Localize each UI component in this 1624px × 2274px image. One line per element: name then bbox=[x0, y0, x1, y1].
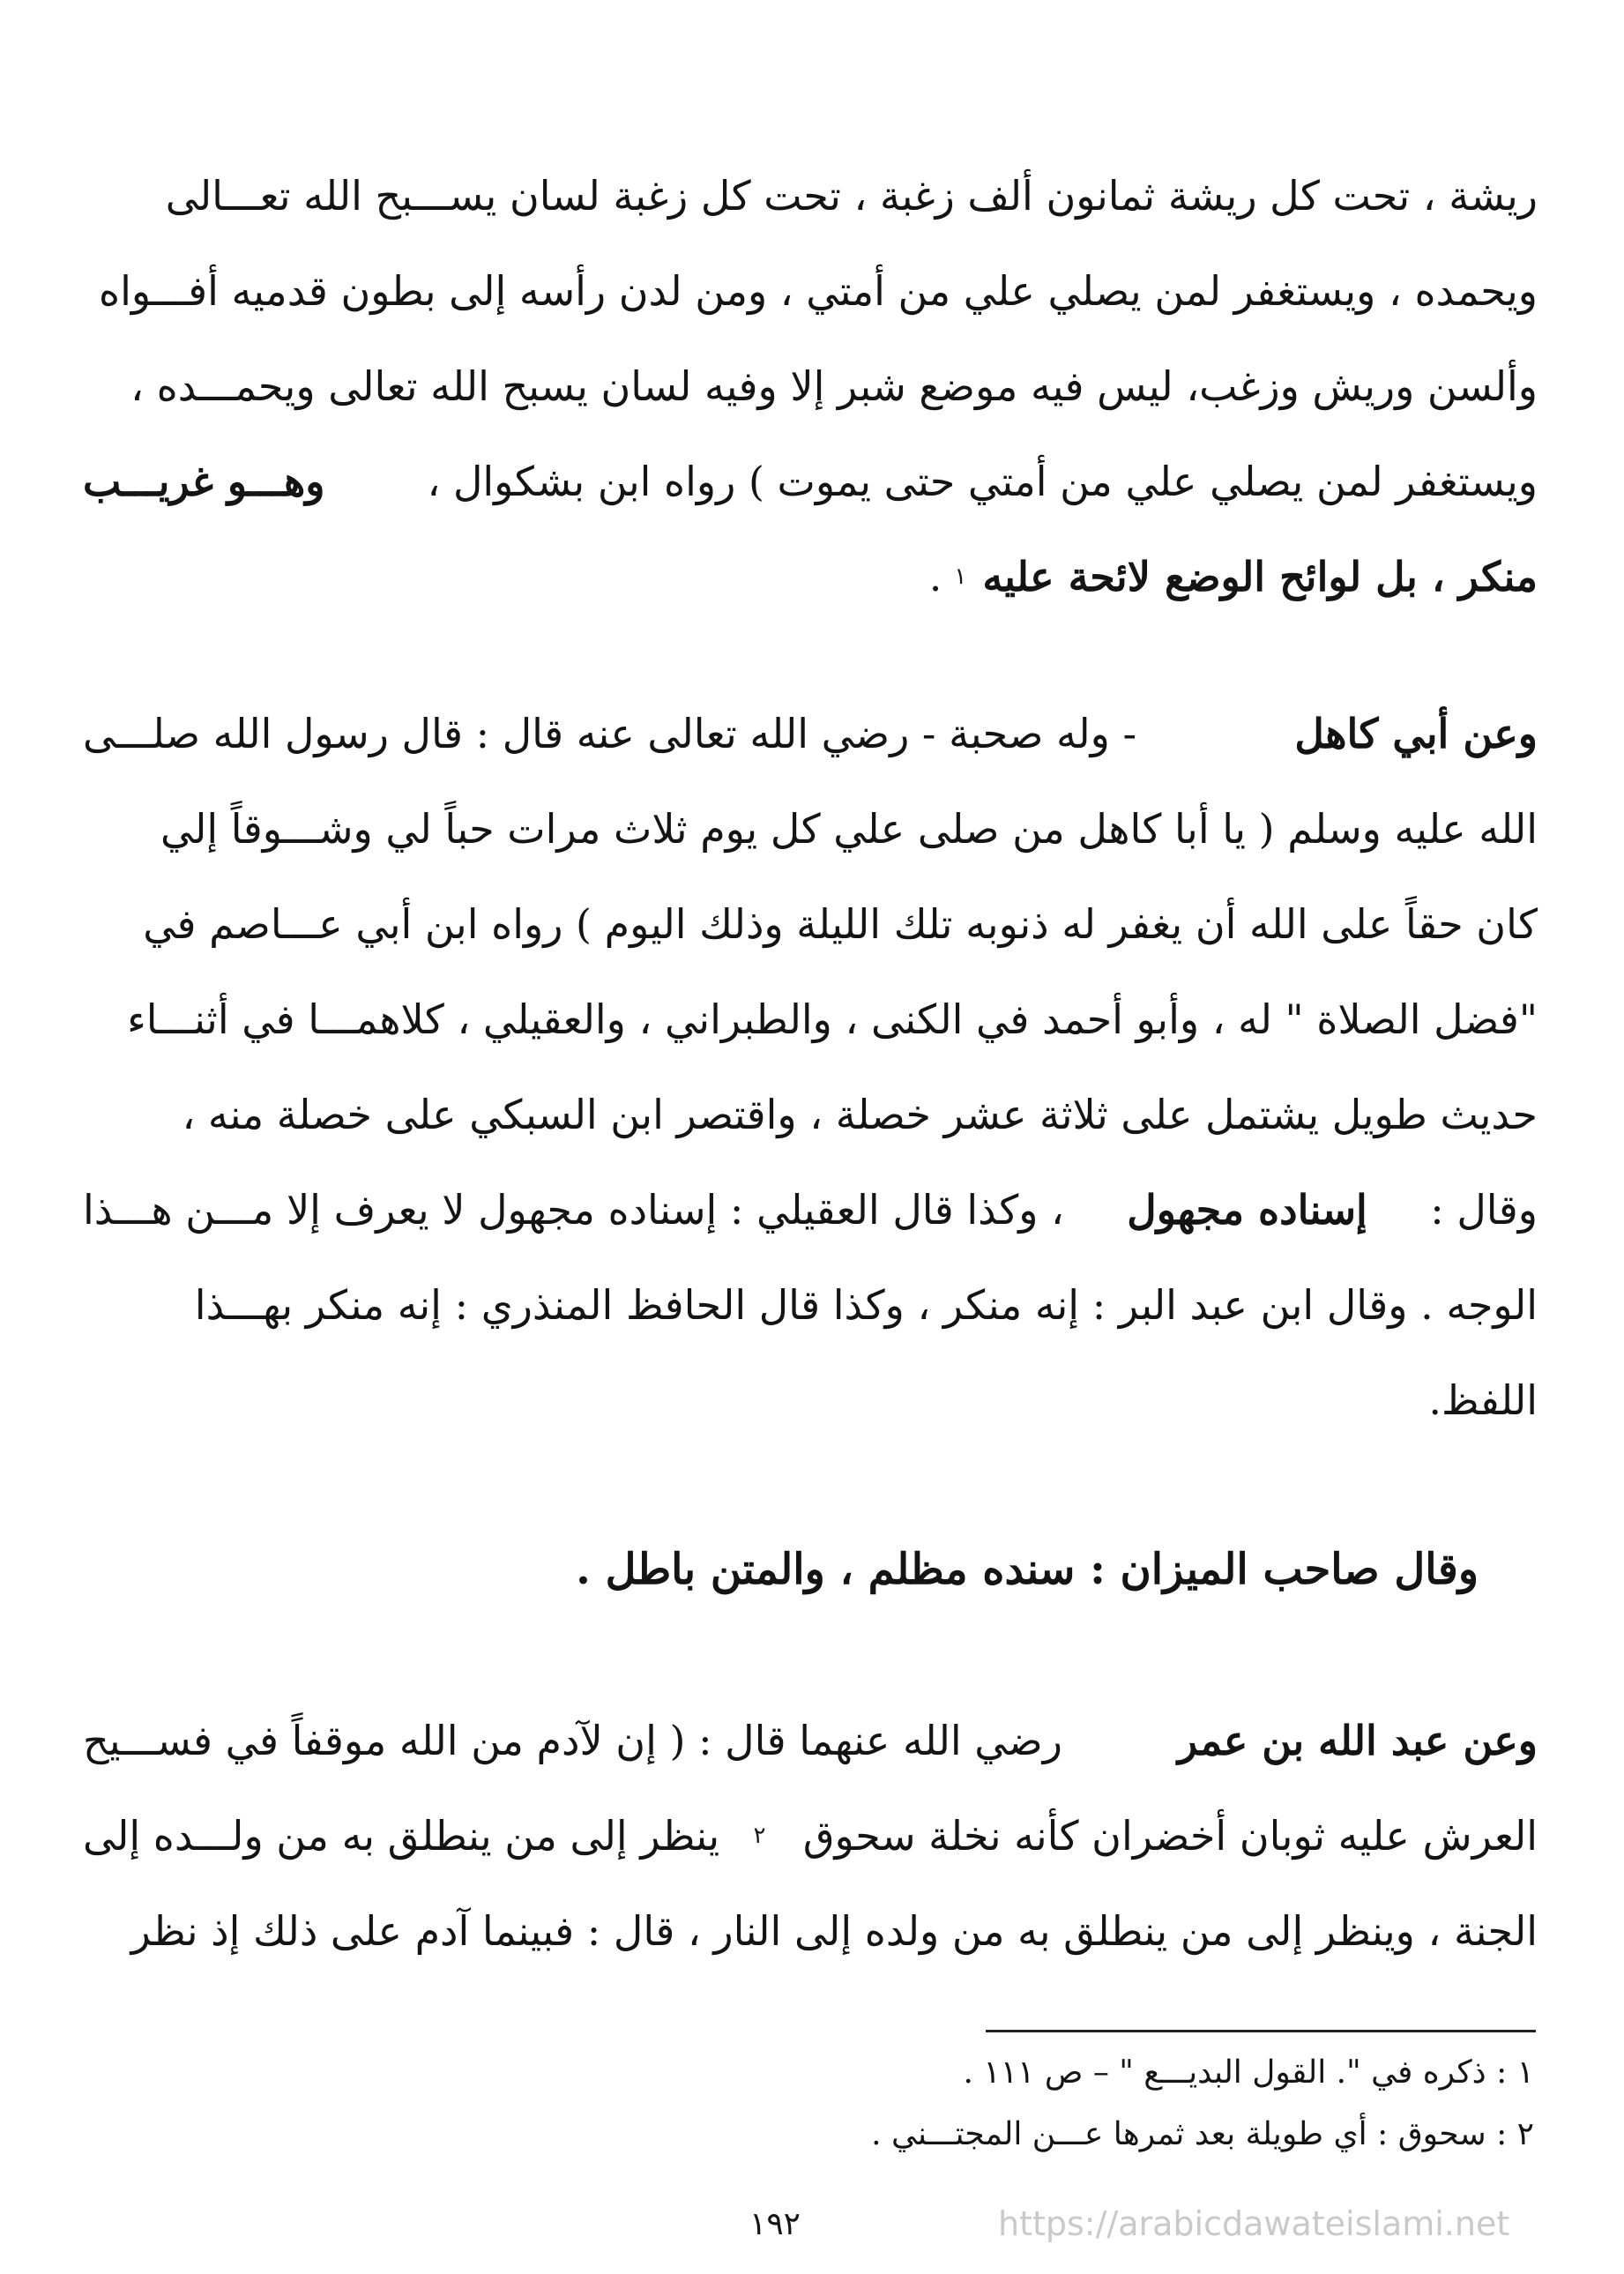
watermark-url: https://arabicdawateislami.net bbox=[998, 2204, 1510, 2243]
text-line bbox=[83, 529, 1538, 624]
line-text: ريشة ، تحت كل ريشة ثمانون ألف زغبة ، تحت كل زغبة لسان يســـبح الله تعـــالى bbox=[165, 172, 1538, 220]
text-line bbox=[83, 1693, 1538, 1788]
bold-phrase: وعن عبد الله بن عمر bbox=[1177, 1717, 1538, 1764]
bold-phrase: وعن أبي كاهل bbox=[1294, 710, 1538, 757]
line-text: اللفظ. bbox=[1428, 1376, 1538, 1424]
footnote-divider bbox=[986, 2030, 1536, 2032]
paragraph-3 bbox=[83, 1693, 1538, 1979]
line-end: . bbox=[928, 553, 942, 600]
text-line bbox=[83, 781, 1538, 876]
line-text: العرش عليه ثوبان أخضران كأنه نخلة سحوق bbox=[802, 1812, 1538, 1860]
text-line bbox=[83, 1067, 1538, 1162]
text-line bbox=[83, 686, 1538, 781]
text-line bbox=[83, 1257, 1538, 1353]
line-text: وقال : bbox=[1430, 1186, 1538, 1234]
text-line bbox=[83, 972, 1538, 1067]
line-text: ويستغفر لمن يصلي علي من أمتي حتى يموت ) رواه ابن بشكوال ، bbox=[427, 458, 1538, 505]
line-text: الله عليه وسلم ( يا أبا كاهل من صلى علي كل يوم ثلاث مرات حباً لي وشـــوقاً إلي bbox=[160, 805, 1538, 853]
text-line bbox=[83, 1353, 1538, 1448]
footnote-1: ١ : ذكره في ". القول البديـــع " – ص ١١١ . bbox=[963, 2054, 1534, 2091]
bold-statement: وقال صاحب الميزان : سنده مظلم ، والمتن باطل . bbox=[576, 1545, 1479, 1594]
bold-phrase: وهـــو غريـــب bbox=[83, 458, 325, 505]
text-line bbox=[83, 148, 1538, 243]
line-text: وألسن وريش وزغب، ليس فيه موضع شبر إلا وفيه لسان يسبح الله تعالى ويحمـــده ، bbox=[130, 362, 1538, 410]
line-text: الجنة ، وينظر إلى من ينطلق به من ولده إلى النار ، قال : فبينما آدم على ذلك إذ نظر bbox=[130, 1907, 1538, 1955]
footnote-marker: ٢ bbox=[753, 1823, 766, 1849]
paragraph-1 bbox=[83, 148, 1538, 624]
line-text: "فضل الصلاة " له ، وأبو أحمد في الكنى ، والطبراني ، والعقيلي ، كلاهمـــا في أثنـــاء bbox=[127, 995, 1538, 1043]
text-line bbox=[83, 243, 1538, 339]
line-text: ، وكذا قال العقيلي : إسناده مجهول لا يعرف إلا مـــن هـــذا bbox=[83, 1186, 1064, 1234]
line-text: ينظر إلى من ينطلق به من ولـــده إلى bbox=[83, 1812, 720, 1860]
line-text: حديث طويل يشتمل على ثلاثة عشر خصلة ، واقتصر ابن السبكي على خصلة منه ، bbox=[182, 1091, 1538, 1138]
footnote-2: ٢ : سحوق : أي طويلة بعد ثمرها عـــن المجتـــني . bbox=[871, 2116, 1534, 2152]
paragraph-2 bbox=[83, 686, 1538, 1448]
text-line bbox=[83, 876, 1538, 972]
bold-phrase: منكر ، بل لوائح الوضع لائحة عليه bbox=[982, 553, 1538, 600]
line-text: - وله صحبة - رضي الله تعالى عنه قال : قال رسول الله صلـــى bbox=[83, 710, 1137, 757]
page-number: ١٩٢ bbox=[749, 2206, 801, 2242]
line-text: رضي الله عنهما قال : ( إن لآدم من الله موقفاً في فســـيح bbox=[83, 1717, 1062, 1764]
line-text: كان حقاً على الله أن يغفر له ذنوبه تلك الليلة وذلك اليوم ) رواه ابن أبي عـــاصم في bbox=[143, 900, 1538, 948]
bold-phrase: إسناده مجهول bbox=[1127, 1186, 1367, 1234]
line-text: الوجه . وقال ابن عبد البر : إنه منكر ، وكذا قال الحافظ المنذري : إنه منكر بهـــذا bbox=[194, 1281, 1538, 1329]
line-text: ويحمده ، ويستغفر لمن يصلي علي من أمتي ، ومن لدن رأسه إلى بطون قدميه أفـــواه bbox=[99, 267, 1538, 315]
text-line bbox=[83, 1883, 1538, 1979]
footnote-marker: ١ bbox=[954, 563, 967, 590]
text-line bbox=[83, 434, 1538, 529]
text-line bbox=[83, 339, 1538, 434]
text-line bbox=[83, 1788, 1538, 1883]
text-line bbox=[83, 1162, 1538, 1257]
